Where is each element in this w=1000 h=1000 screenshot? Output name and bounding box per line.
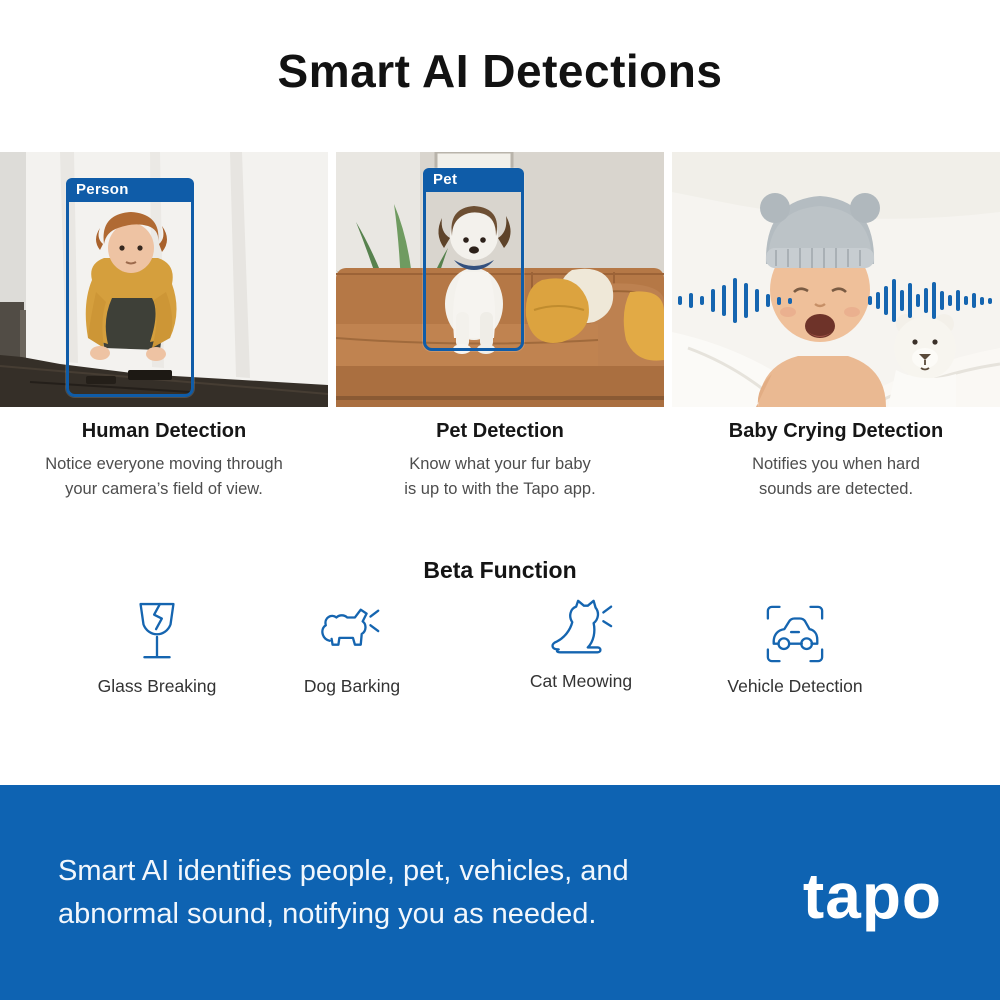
cat-meowing-icon (481, 595, 681, 663)
photo-human-detection (0, 152, 328, 407)
photo-row (0, 152, 1000, 407)
human-detection-line2: your camera’s field of view. (65, 480, 263, 498)
feature-dog-barking (252, 600, 452, 697)
baby-crying-detection-heading: Baby Crying Detection (728, 420, 944, 442)
photo-baby-crying-detection (672, 152, 1000, 407)
cat-meowing-label: Cat Meowing (529, 671, 633, 691)
pet-detection-box (423, 168, 524, 351)
person-detection-label: Person (66, 178, 194, 202)
caption-pet-detection (336, 420, 664, 502)
caption-baby-crying-detection (672, 420, 1000, 502)
human-detection-line1: Notice everyone moving through (45, 455, 283, 473)
person-detection-box (66, 178, 194, 397)
dog-barking-label: Dog Barking (303, 676, 401, 696)
caption-human-detection (0, 420, 328, 502)
footer-text (58, 850, 629, 936)
vehicle-detection-label: Vehicle Detection (727, 676, 863, 696)
pet-detection-line2: is up to with the Tapo app. (404, 480, 596, 498)
glass-breaking-label: Glass Breaking (97, 676, 217, 696)
beta-function-heading: Beta Function (423, 557, 577, 583)
pet-detection-line1: Know what your fur baby (409, 455, 591, 473)
baby-crying-line2: sounds are detected. (758, 480, 914, 498)
baby-photo-illustration (672, 152, 1000, 407)
human-detection-heading: Human Detection (81, 420, 247, 442)
glass-breaking-icon (57, 600, 257, 668)
pet-detection-label: Pet (423, 168, 524, 192)
dog-barking-icon (252, 600, 452, 668)
tapo-logo: tapo (802, 859, 942, 932)
caption-row (0, 420, 1000, 502)
vehicle-detection-icon (695, 600, 895, 668)
footer-banner (0, 785, 1000, 1000)
feature-glass-breaking (57, 600, 257, 697)
feature-cat-meowing (481, 595, 681, 692)
pet-detection-heading: Pet Detection (436, 420, 564, 442)
baby-crying-line1: Notifies you when hard (752, 455, 920, 473)
photo-pet-detection (336, 152, 664, 407)
footer-line2: abnormal sound, notifying you as needed. (58, 897, 597, 930)
footer-line1: Smart AI identifies people, pet, vehicles, and (58, 854, 629, 887)
page-title: Smart AI Detections (277, 45, 723, 97)
feature-vehicle-detection (695, 600, 895, 697)
